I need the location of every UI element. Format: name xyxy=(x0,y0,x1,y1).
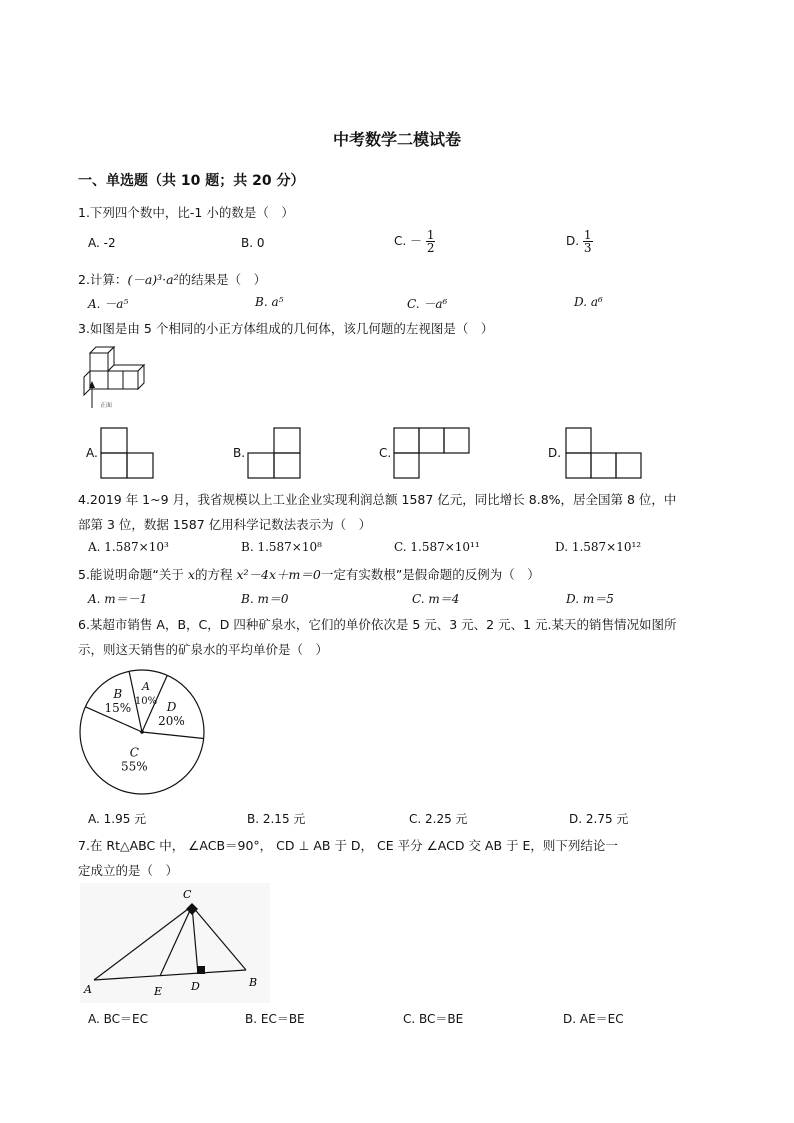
pie-label-c: C xyxy=(129,745,139,760)
pie-value-c: 55% xyxy=(120,759,148,774)
question-4-line-2: 部第 3 位，数据 1587 亿用科学记数法表示为（ ） xyxy=(78,517,372,532)
q2-suffix: 的结果是（ ） xyxy=(178,272,267,287)
triangle-figure xyxy=(80,883,270,1003)
pie-slice-boundary xyxy=(142,732,204,739)
q7-option-b[interactable] xyxy=(245,1010,305,1027)
pie-value-b: 15% xyxy=(104,701,132,716)
q7-option-a[interactable] xyxy=(88,1010,148,1027)
q3-option-a-figure[interactable] xyxy=(100,427,155,479)
q6-option-a[interactable]: A. 1.95 元 xyxy=(88,812,147,826)
question-6-line-1: 6.某超市销售 A，B，C，D 四种矿泉水，它们的单价依次是 5 元、3 元、2 元、1 元.某天的销售情况如图所 xyxy=(78,617,677,632)
q2-prefix: 2.计算： xyxy=(78,272,128,287)
q1-option-b[interactable]: B. 0 xyxy=(241,236,265,250)
q3-option-b-label[interactable]: B. xyxy=(233,446,246,460)
denominator: 2 xyxy=(426,241,435,255)
pie-center xyxy=(140,730,144,734)
q4-option-b[interactable]: B. 1.587×10⁸ xyxy=(241,540,322,554)
q3-option-d-label[interactable]: D. xyxy=(548,446,562,460)
question-7-line-1: 7.在 Rt△ABC 中， ∠ACB＝90°， CD ⊥ AB 于 D， CE 平分 ∠ACD 交 AB 于 E，则下列结论一 xyxy=(78,838,618,853)
pie-label-a: A xyxy=(142,679,150,693)
q5-option-c[interactable]: C. m＝4 xyxy=(412,592,460,606)
q7-option-d[interactable] xyxy=(563,1010,624,1027)
numerator: 1 xyxy=(426,228,435,242)
q6-option-c[interactable]: C. 2.25 元 xyxy=(409,812,468,826)
q5-prefix: 5.能说明命题“关于 xyxy=(78,567,188,582)
q3-option-c-label[interactable]: C. xyxy=(379,446,392,460)
q5-option-b[interactable]: B. m＝0 xyxy=(241,592,289,606)
page-title: 中考数学二模试卷 xyxy=(332,130,461,149)
label-e: E xyxy=(154,985,163,998)
q5-option-d[interactable]: D. m＝5 xyxy=(566,592,614,606)
q1-option-d[interactable] xyxy=(566,229,593,254)
q7-option-c-text: C. BC＝BE xyxy=(403,1012,464,1026)
fraction xyxy=(426,229,436,254)
question-3: 3.如图是由 5 个相同的小正方体组成的几何体，该几何题的左视图是（ ） xyxy=(78,321,494,336)
denominator: 3 xyxy=(583,241,592,255)
q2-option-d[interactable]: D. a⁶ xyxy=(574,295,603,309)
question-5 xyxy=(78,565,540,583)
label-c: C xyxy=(183,888,192,901)
q6-option-b[interactable]: B. 2.15 元 xyxy=(247,812,306,826)
question-1: 1.下列四个数中，比-1 小的数是（ ） xyxy=(78,205,294,220)
q6-option-d[interactable]: D. 2.75 元 xyxy=(569,812,629,826)
pie-value-d: 20% xyxy=(158,714,185,728)
pie-label-b: B xyxy=(113,687,123,702)
q2-expression: (－a)³·a² xyxy=(127,272,179,287)
pie-value-a: 10% xyxy=(134,695,158,707)
q3-option-a-label[interactable]: A. xyxy=(86,446,98,460)
q4-option-a[interactable]: A. 1.587×10³ xyxy=(88,540,169,554)
q4-option-d[interactable]: D. 1.587×10¹² xyxy=(555,540,642,554)
q5-equation: x²－4x＋m＝0 xyxy=(236,567,321,582)
label-d: D xyxy=(191,980,200,993)
q2-option-a[interactable]: A. －a⁵ xyxy=(88,297,129,311)
right-angle-mark-d xyxy=(197,966,205,974)
q5-option-a[interactable]: A. m＝－1 xyxy=(88,592,148,606)
question-6-line-2: 示，则这天销售的矿泉水的平均单价是（ ） xyxy=(78,642,329,657)
q1-d-prefix: D. xyxy=(566,234,580,248)
q7-option-c[interactable] xyxy=(403,1010,463,1027)
q2-option-c[interactable]: C. －a⁶ xyxy=(407,297,448,311)
q3-option-c-figure[interactable] xyxy=(393,427,473,479)
q1-c-prefix: C. － xyxy=(394,234,423,248)
section-heading: 一、单选题（共 10 题；共 20 分） xyxy=(78,173,305,189)
label-a: A xyxy=(84,983,92,996)
question-4-line-1: 4.2019 年 1~9 月，我省规模以上工业企业实现利润总额 1587 亿元，同比增长 8.8%，居全国第 8 位，中 xyxy=(78,492,677,507)
q7-option-b-text: B. EC＝BE xyxy=(245,1012,305,1026)
numerator: 1 xyxy=(583,228,592,242)
q2-option-b[interactable]: B. a⁵ xyxy=(255,295,284,309)
q5-suffix: 一定有实数根”是假命题的反例为（ ） xyxy=(320,567,540,582)
solid-figure xyxy=(80,345,150,413)
question-7-line-2: 定成立的是（ ） xyxy=(78,863,179,878)
q7-option-d-text: D. AE＝EC xyxy=(563,1012,624,1026)
q5-variable: x xyxy=(187,567,195,582)
fraction xyxy=(583,229,593,254)
pie-label-d: D xyxy=(166,700,177,714)
q5-mid: 的方程 xyxy=(194,567,237,582)
q7-option-a-text: A. BC＝EC xyxy=(88,1012,148,1026)
pie-chart xyxy=(79,669,209,799)
q1-option-c[interactable] xyxy=(394,229,435,254)
q4-option-c[interactable]: C. 1.587×10¹¹ xyxy=(394,540,480,554)
q3-option-b-figure[interactable] xyxy=(247,427,302,479)
question-2 xyxy=(78,270,266,288)
label-b: B xyxy=(249,976,258,989)
q3-option-d-figure[interactable] xyxy=(565,427,645,479)
front-label: 正面 xyxy=(100,402,113,409)
q1-option-a[interactable]: A. -2 xyxy=(88,236,116,250)
